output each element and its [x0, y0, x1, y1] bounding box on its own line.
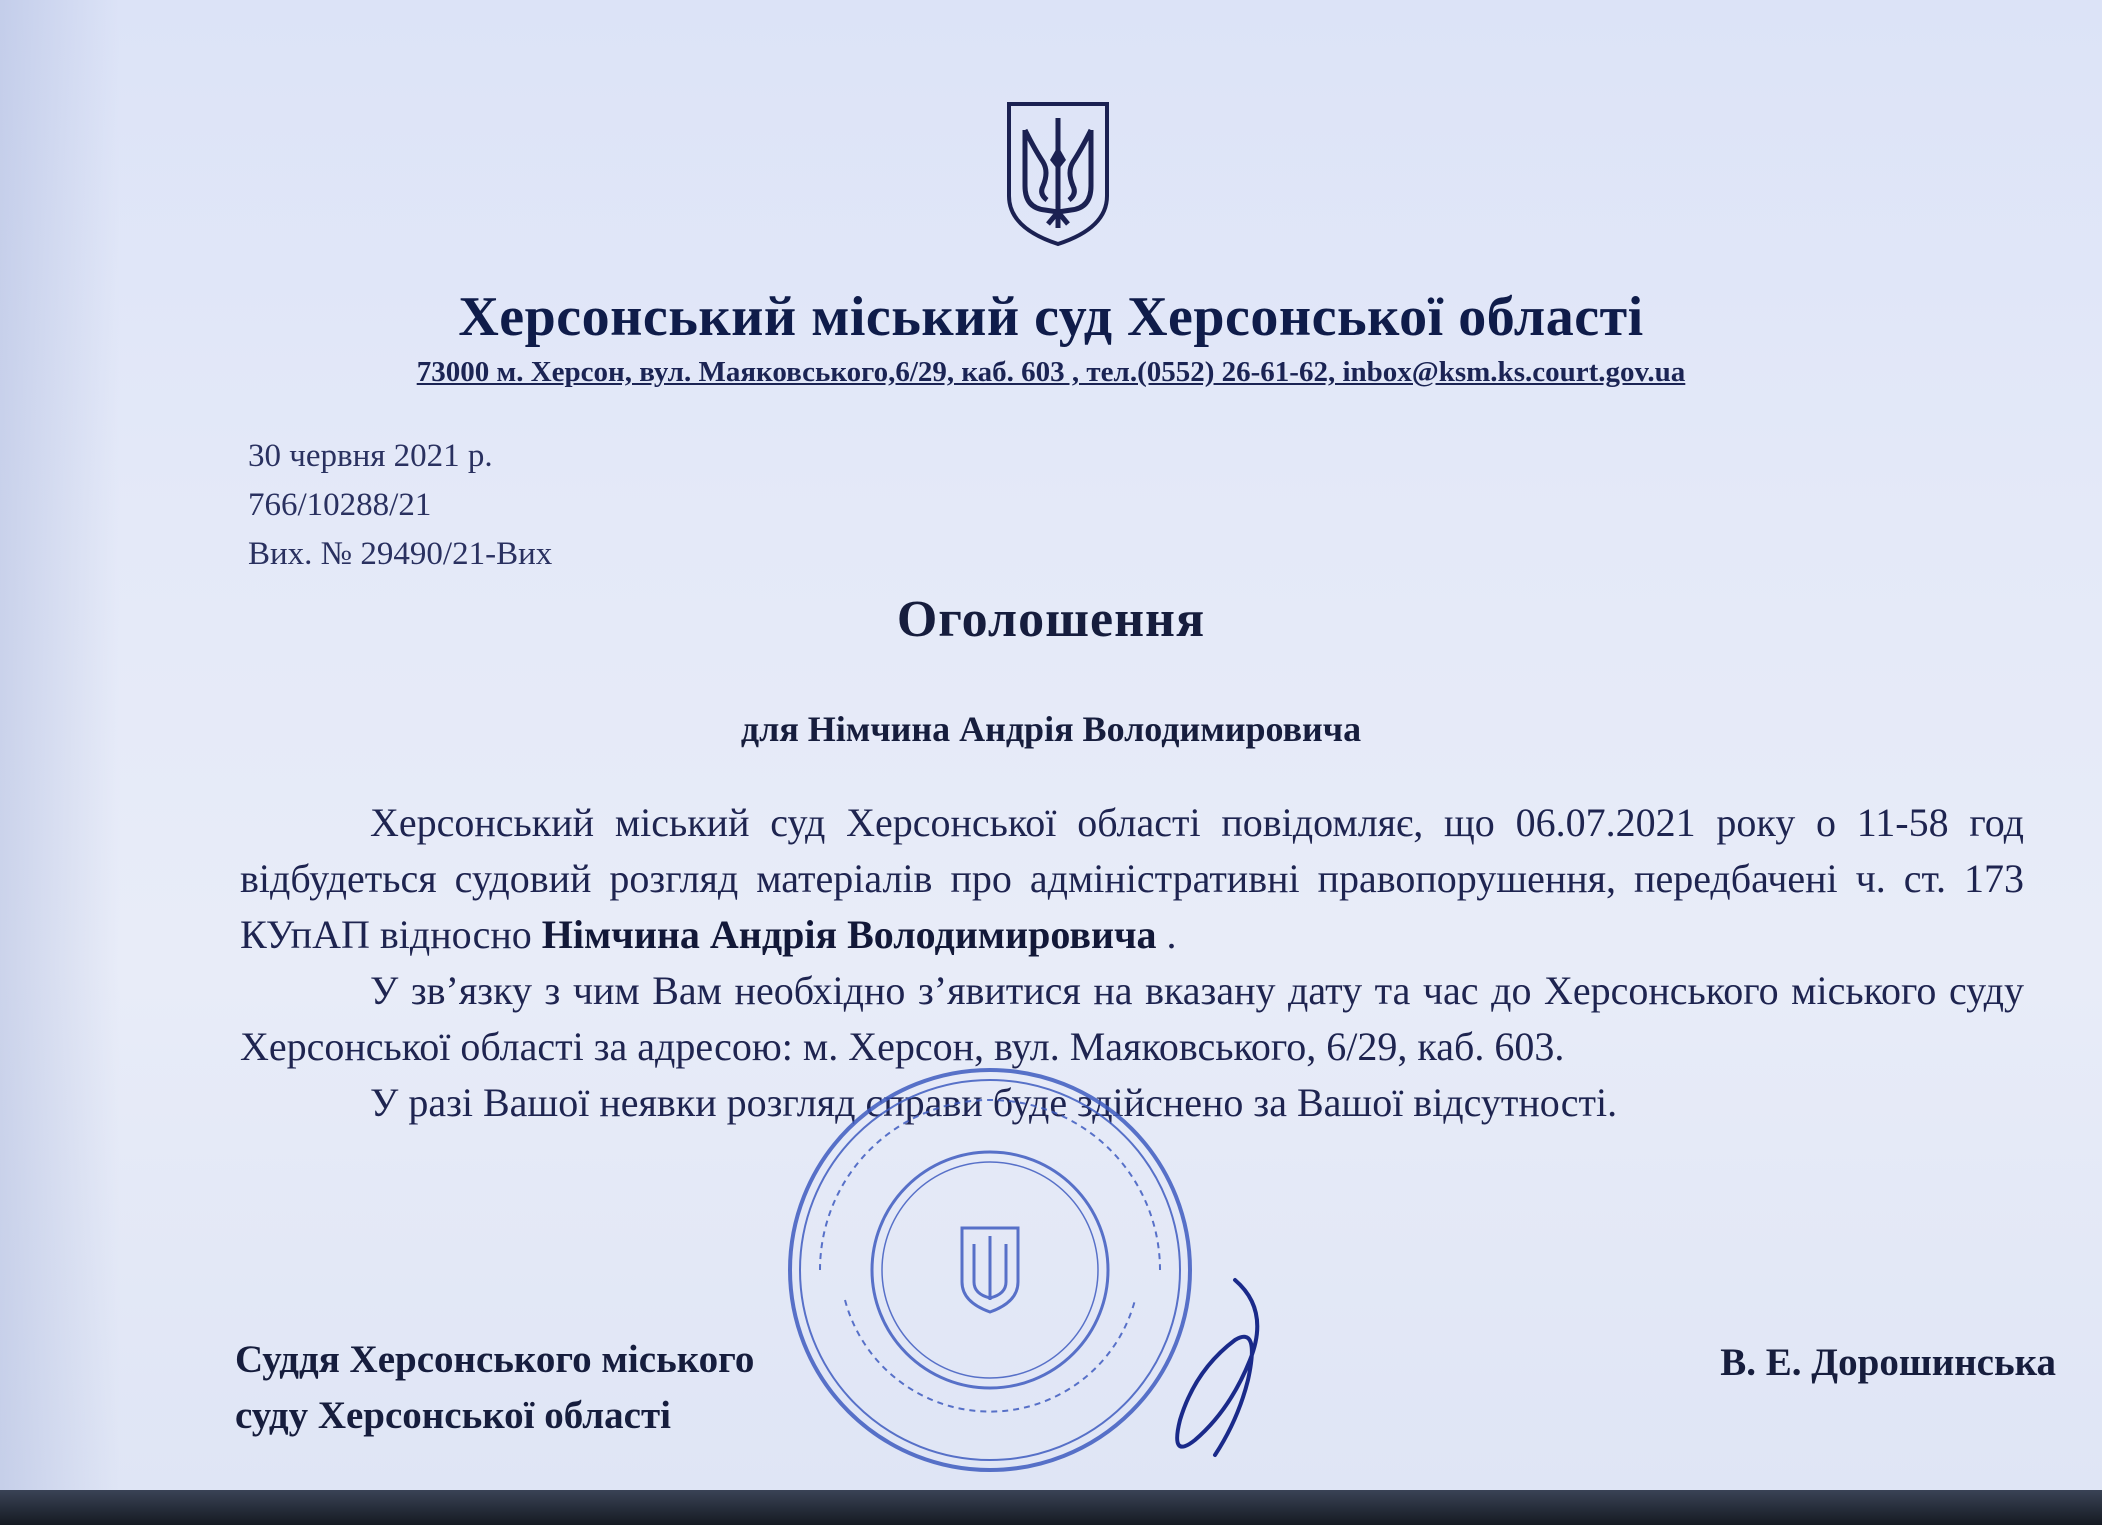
handwritten-signature-icon	[1140, 1270, 1290, 1470]
judge-position-line-1: Суддя Херсонського міського	[235, 1338, 755, 1381]
judge-name: В. Е. Дорошинська	[1720, 1341, 2056, 1384]
addressee: для Німчина Андрія Володимировича	[740, 709, 1362, 749]
paper-edge-background	[0, 1490, 2102, 1525]
notice-paragraph-3: У разі Вашої неявки розгляд справи буде здійснено за Вашої відсутності.	[370, 1080, 1618, 1125]
document-meta	[248, 432, 552, 579]
notice-paragraph-2: У зв’язку з чим Вам необхідно з’явитися на вказану дату та час до Херсонського міського суду Херсонської області за адресою: м. Херсон, вул. Маяковського, 6/29, каб. 603.	[240, 968, 2024, 1069]
paragraph-1-end: .	[1156, 912, 1177, 957]
document-title: Оголошення	[896, 591, 1206, 648]
court-name: Херсонський міський суд Херсонської області	[458, 286, 1644, 348]
judge-position-line-2: суду Херсонської області	[235, 1394, 671, 1437]
outgoing-number: Вих. № 29490/21-Вих	[248, 536, 553, 572]
trident-coat-of-arms-icon	[1003, 100, 1113, 248]
judge-position	[235, 1332, 754, 1444]
defendant-name: Німчина Андрія Володимировича	[541, 912, 1157, 957]
court-address: 73000 м. Херсон, вул. Маяковського,6/29, каб. 603 , тел.(0552) 26-61-62, inbox@ksm.ks.court.gov.ua	[416, 356, 1686, 388]
round-court-seal-stamp-icon	[780, 1060, 1200, 1480]
paragraph-1-text: Херсонський міський суд Херсонської області повідомляє, що 06.07.2021 року о 11-58 год відбудеться судовий розгляд матеріалів про адміністративні правопорушення, передбачені ч. ст. 173 КУпАП відносно	[240, 800, 2024, 957]
document-date: 30 червня 2021 р.	[248, 438, 493, 474]
notice-paragraph-1	[240, 795, 2024, 963]
case-number: 766/10288/21	[248, 487, 432, 523]
